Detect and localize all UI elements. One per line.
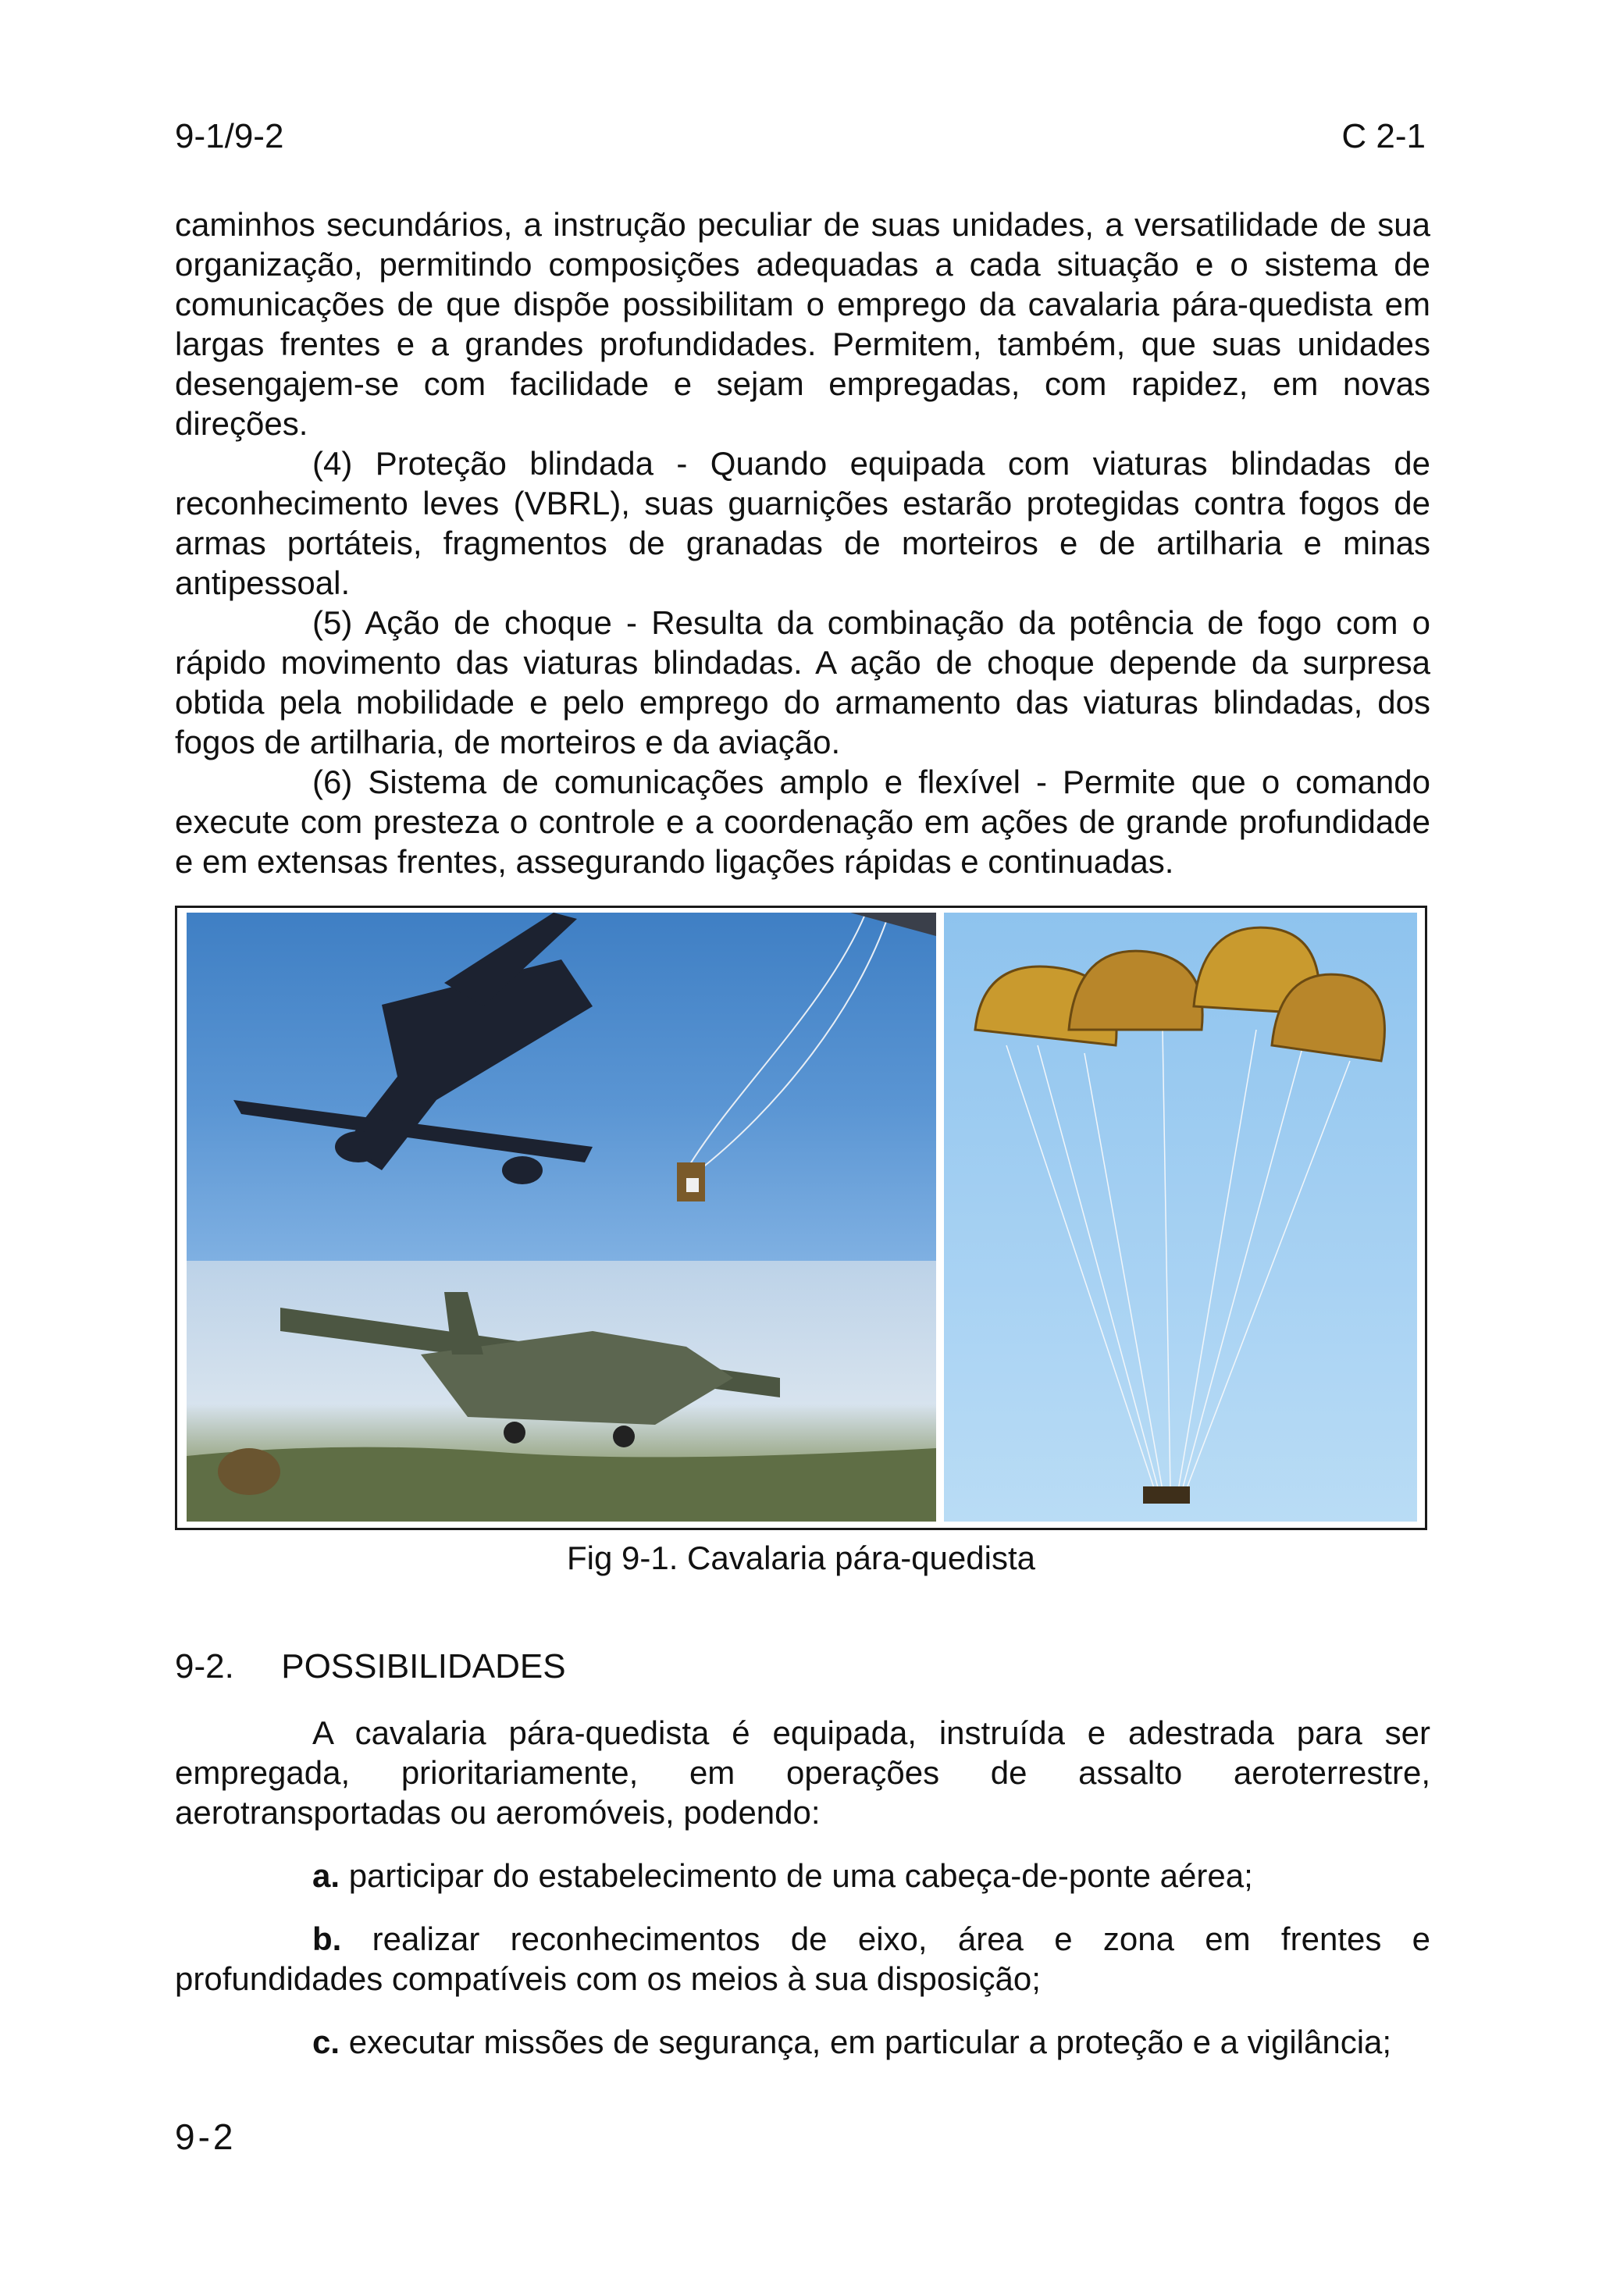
paragraph-shock-action: (5) Ação de choque - Resulta da combinação da potência de fogo com o rápido movimento das viaturas blindadas. A ação de choque depende da surpresa obtida pela mobilidade e pelo emprego do armamento das viaturas blindadas, dos fogos de artilharia, de morteiros e da aviação. [175, 604, 1430, 760]
item-text: executar missões de segurança, em particular a proteção e a vigilância; [348, 2024, 1392, 2060]
list-item [175, 1919, 1430, 1999]
photo-aircraft-cargo-drop [187, 913, 936, 1261]
capabilities-intro: A cavalaria pára-quedista é equipada, instruída e adestrada para ser empregada, prioritariamente, em operações de assalto aeroterrestre, aerotransportadas ou aeromóveis, podendo: [175, 1714, 1430, 1831]
figure-paratrooper-cavalry [175, 906, 1427, 1530]
paragraph-continuation: caminhos secundários, a instrução peculiar de suas unidades, a versatilidade de sua organização, permitindo composições adequadas a cada situação e o sistema de comunicações de que dispõe possibilitam o emprego da cavalaria pára-quedista em largas frentes e a grandes profundidades. Permitem, também, que suas unidades desengajem-se com facilidade e sejam empregadas, com rapidez, em novas direções. [175, 206, 1430, 442]
section-heading [175, 1647, 566, 1686]
photo-parachute-drop [944, 913, 1417, 1522]
item-text: realizar reconhecimentos de eixo, área e zona em frentes e profundidades compatíveis com os meios à sua disposição; [175, 1920, 1430, 1997]
photo-aircraft-landing [187, 1261, 936, 1522]
section-title: POSSIBILIDADES [281, 1647, 566, 1686]
figure-caption: Fig 9-1. Cavalaria pára-quedista [567, 1540, 1035, 1576]
item-letter: b. [312, 1920, 342, 1957]
paragraph-armor-protection: (4) Proteção blindada - Quando equipada com viaturas blindadas de reconhecimento leves (VBRL), suas guarnições estarão protegidas contra fogos de armas portáteis, fragmentos de granadas de morteiros e de artilharia e minas antipessoal. [175, 445, 1430, 601]
paragraph-communications: (6) Sistema de comunicações amplo e flexível - Permite que o comando execute com presteza o controle e a coordenação em ações de grande profundidade e em extensas frentes, assegurando ligações rápidas e continuadas. [175, 764, 1430, 880]
capabilities-list [175, 1713, 1430, 2062]
page-number: 9-2 [175, 2116, 237, 2157]
item-letter: a. [312, 1857, 340, 1894]
section-reference: 9-1/9-2 [175, 117, 284, 155]
intro-text [175, 205, 1430, 881]
list-item [175, 2022, 1430, 2062]
list-item [175, 1856, 1430, 1896]
section-number: 9-2. [175, 1647, 234, 1686]
item-letter: c. [312, 2024, 340, 2060]
item-text: participar do estabelecimento de uma cabeça-de-ponte aérea; [348, 1857, 1253, 1894]
manual-code: C 2-1 [1341, 117, 1426, 155]
